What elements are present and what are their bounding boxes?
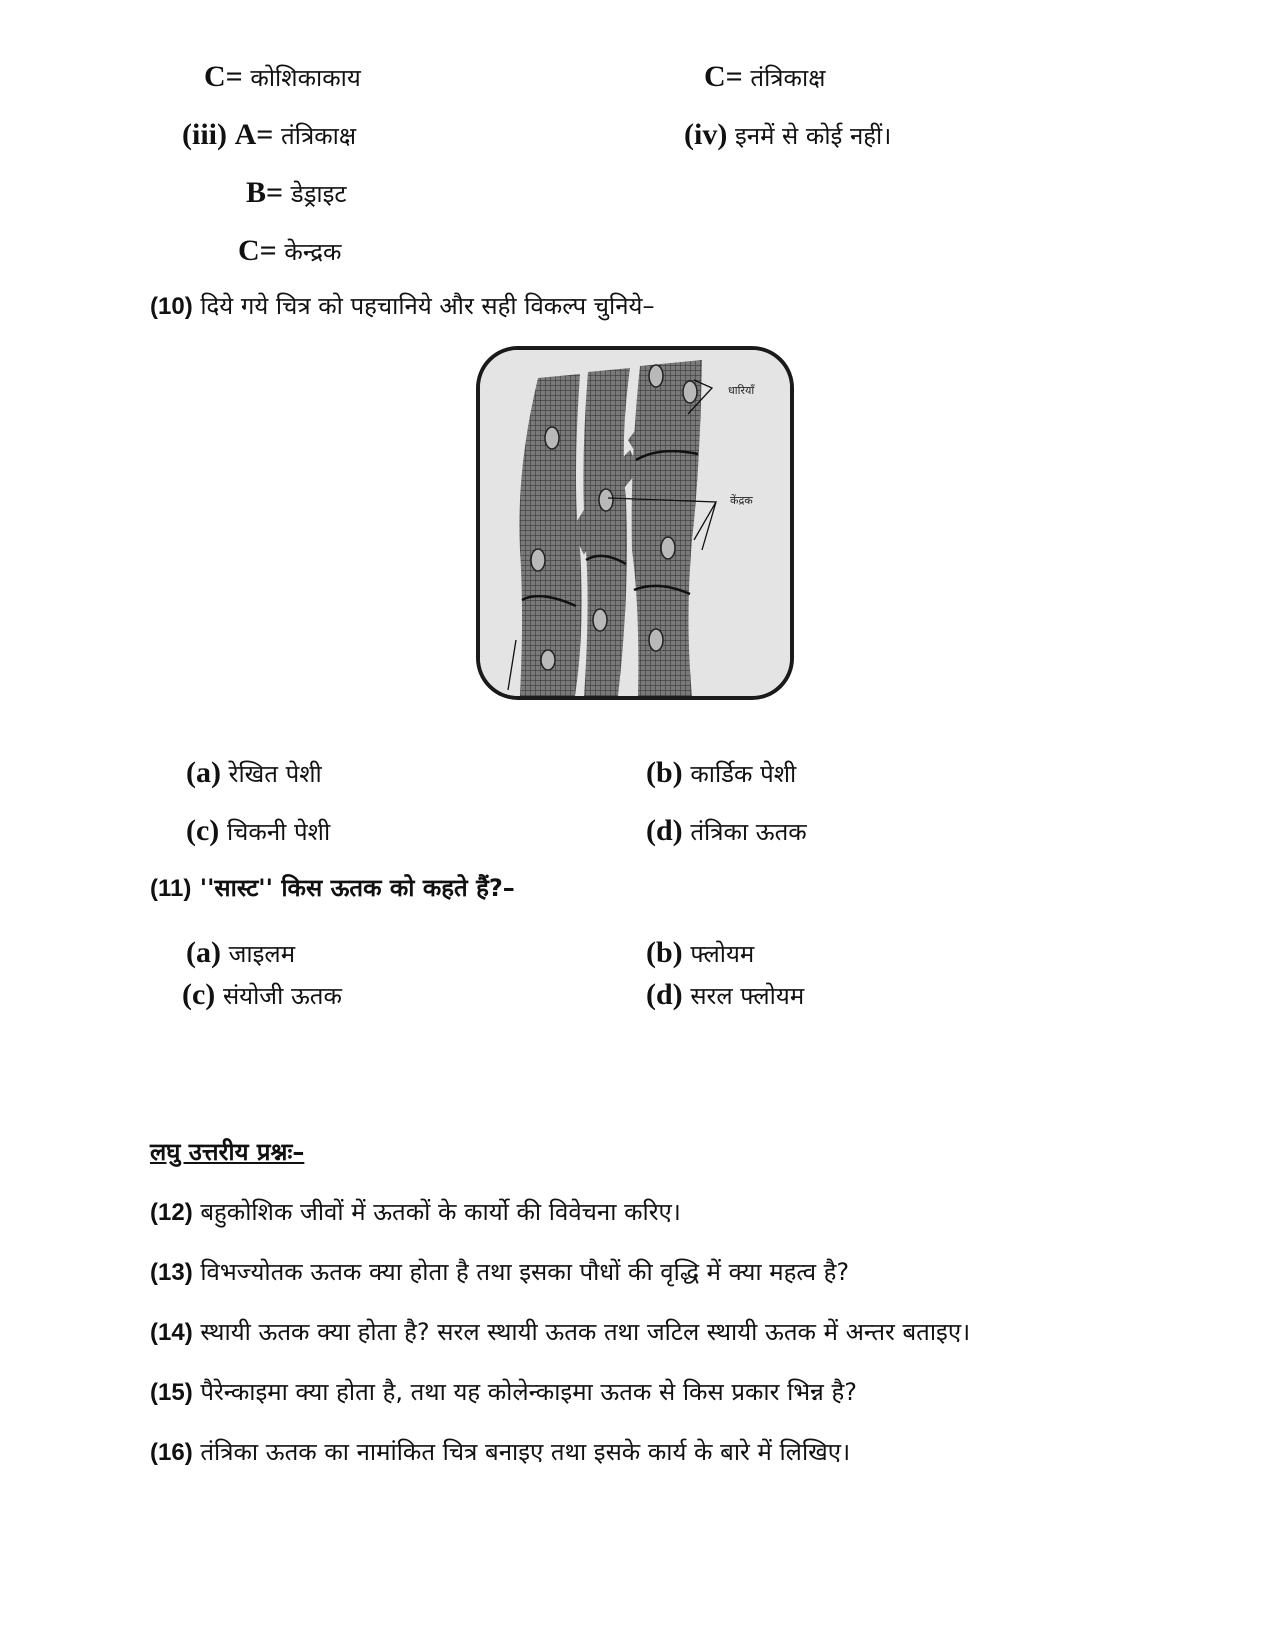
nucleus bbox=[531, 549, 545, 571]
section-heading: लघु उत्तरीय प्रश्नः– bbox=[150, 1138, 305, 1166]
nucleus bbox=[661, 537, 675, 559]
option-text: सरल फ्लोयम bbox=[690, 982, 805, 1010]
striations-label: धारियाँ bbox=[728, 384, 755, 397]
option-c-right bbox=[704, 62, 825, 92]
option-text: केन्द्रक bbox=[284, 238, 342, 266]
option-key: B= bbox=[246, 176, 284, 209]
option-c-line bbox=[238, 236, 341, 266]
option-key: A= bbox=[234, 118, 274, 151]
question-16 bbox=[150, 1440, 850, 1465]
muscle-illustration bbox=[480, 350, 790, 696]
option-text: जाइलम bbox=[228, 940, 296, 968]
option-iv bbox=[684, 120, 891, 150]
q11-option-c bbox=[182, 980, 342, 1010]
option-text: फ्लोयम bbox=[690, 940, 755, 968]
question-10 bbox=[150, 294, 654, 319]
option-text: इनमें से कोई नहीं। bbox=[734, 122, 892, 150]
option-key: C= bbox=[204, 60, 243, 93]
q10-option-d bbox=[646, 816, 807, 846]
option-c-left bbox=[204, 62, 361, 92]
question-text: बहुकोशिक जीवों में ऊतकों के कार्यो की विवेचना करिए। bbox=[200, 1198, 681, 1226]
option-letter: (a) bbox=[186, 756, 221, 789]
question-text: ''सास्ट'' किस ऊतक को कहते हैं?– bbox=[199, 874, 515, 902]
option-iii bbox=[182, 120, 356, 150]
question-text: तंत्रिका ऊतक का नामांकित चित्र बनाइए तथा इसके कार्य के बारे में लिखिए। bbox=[200, 1438, 851, 1466]
question-number: (16) bbox=[150, 1439, 193, 1466]
option-text: कोशिकाकाय bbox=[250, 64, 361, 92]
option-text: डेड्राइट bbox=[290, 180, 347, 208]
option-number: (iv) bbox=[684, 118, 728, 151]
question-11 bbox=[150, 876, 515, 901]
option-letter: (d) bbox=[646, 978, 683, 1011]
q11-option-a bbox=[186, 938, 295, 968]
option-key: C= bbox=[238, 234, 277, 267]
nucleus bbox=[599, 489, 613, 511]
question-text: विभज्योतक ऊतक क्या होता है तथा इसका पौधों की वृद्धि में क्या महत्व है? bbox=[200, 1258, 850, 1286]
option-text: संयोजी ऊतक bbox=[222, 982, 342, 1010]
option-text: कार्डिक पेशी bbox=[690, 760, 797, 788]
option-number: (iii) bbox=[182, 118, 227, 151]
cardiac-muscle-figure bbox=[476, 346, 794, 700]
question-number: (11) bbox=[150, 875, 192, 902]
option-text: तंत्रिकाक्ष bbox=[281, 122, 357, 150]
option-letter: (d) bbox=[646, 814, 683, 847]
question-text: दिये गये चित्र को पहचानिये और सही विकल्प चुनिये– bbox=[200, 292, 655, 320]
q10-option-b bbox=[646, 758, 796, 788]
question-text: पैरेन्काइमा क्या होता है, तथा यह कोलेन्काइमा ऊतक से किस प्रकार भिन्न है? bbox=[200, 1378, 857, 1406]
q11-option-b bbox=[646, 938, 754, 968]
option-text: रेखित पेशी bbox=[228, 760, 322, 788]
q10-option-c bbox=[186, 816, 330, 846]
question-number: (12) bbox=[150, 1199, 193, 1226]
option-b-line bbox=[246, 178, 347, 208]
option-key: C= bbox=[704, 60, 743, 93]
nucleus bbox=[683, 381, 697, 403]
question-13 bbox=[150, 1260, 849, 1285]
option-text: चिकनी पेशी bbox=[226, 818, 331, 846]
question-number: (13) bbox=[150, 1259, 193, 1286]
nucleus-label: केंद्रक bbox=[730, 494, 753, 507]
nucleus bbox=[649, 365, 663, 387]
nucleus bbox=[649, 629, 663, 651]
question-14 bbox=[150, 1320, 970, 1345]
question-number: (15) bbox=[150, 1379, 193, 1406]
question-number: (14) bbox=[150, 1319, 193, 1346]
question-text: स्थायी ऊतक क्या होता है? सरल स्थायी ऊतक तथा जटिल स्थायी ऊतक में अन्तर बताइए। bbox=[200, 1318, 971, 1346]
option-letter: (b) bbox=[646, 936, 683, 969]
question-number: (10) bbox=[150, 293, 193, 320]
q11-option-d bbox=[646, 980, 804, 1010]
nucleus bbox=[545, 427, 559, 449]
nucleus bbox=[593, 609, 607, 631]
option-text: तंत्रिकाक्ष bbox=[750, 64, 826, 92]
option-letter: (b) bbox=[646, 756, 683, 789]
nucleus bbox=[541, 650, 555, 670]
option-letter: (a) bbox=[186, 936, 221, 969]
option-letter: (c) bbox=[186, 814, 220, 847]
question-12 bbox=[150, 1200, 681, 1225]
option-letter: (c) bbox=[182, 978, 216, 1011]
q10-option-a bbox=[186, 758, 322, 788]
question-15 bbox=[150, 1380, 857, 1405]
option-text: तंत्रिका ऊतक bbox=[690, 818, 807, 846]
